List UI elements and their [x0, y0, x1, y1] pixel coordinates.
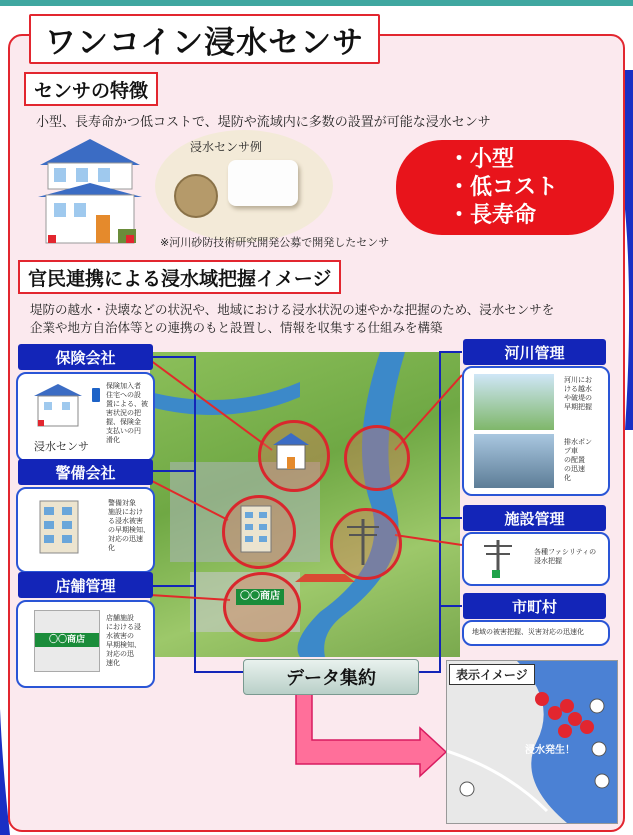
panel-river-text1: 河川にお ける越水 や破堤の 早期把握 [564, 376, 592, 411]
feature-low-cost: ・低コスト [448, 174, 559, 200]
section2-description-line1: 堤防の越水・決壊などの状況や、地域における浸水状況の速やかな把握のため、浸水センサを [30, 302, 555, 317]
house-icon [261, 423, 321, 483]
panel-river-text2: 排水ポン プ車 の配置 の迅速 化 [564, 438, 592, 482]
panel-shop-text: 店舗施設 における浸 水被害の 早期検知、 対応の迅 速化 [106, 614, 141, 667]
shop-sign: 〇〇商店 [35, 633, 99, 647]
panel-river-card [462, 366, 610, 496]
data-aggregation-label: データ集約 [286, 668, 376, 689]
section2-heading: 官民連携による浸水域把握イメージ [28, 267, 332, 290]
panel-facility-text: 各種ファシリティの 浸水把握 [534, 548, 597, 565]
map-circle-river [344, 425, 410, 491]
utility-pole-icon [333, 511, 393, 571]
map-circle-office [222, 495, 296, 569]
river-flood-image [474, 374, 554, 430]
shop-storefront-icon [34, 610, 100, 672]
map-circle-facility [330, 508, 402, 580]
data-aggregation-box [243, 659, 419, 695]
panel-insurance-text: 保険加入者 住宅への設 置による、被 害状況の把 握、保険金 支払いの円 滑化 [106, 382, 148, 444]
panel-municipality-card [462, 620, 610, 646]
utility-pole-icon [478, 538, 518, 580]
panel-insurance-title: 保険会社 [18, 344, 153, 370]
panel-river-title: 河川管理 [463, 339, 606, 365]
panel-shop-card [16, 600, 155, 688]
sensor-label: 浸水センサ [34, 440, 89, 453]
map-circle-house [258, 420, 330, 492]
map-circle-shop [223, 572, 301, 642]
page-title: ワンコイン浸水センサ [45, 24, 365, 61]
smartphone-icon [92, 388, 100, 402]
panel-insurance-card [16, 372, 155, 462]
pump-truck-image [474, 434, 554, 488]
panel-shop-title: 店舗管理 [18, 572, 153, 598]
map-shop-sign: 〇〇商店 [236, 589, 284, 605]
section2-description-line2: 企業や地方自治体等との連携のもと設置し、情報を収集する仕組みを構築 [30, 320, 443, 335]
display-label: 表示イメージ [449, 664, 535, 685]
building-icon [225, 498, 287, 560]
feature-long-life: ・長寿命 [448, 202, 537, 228]
sensor-note: ※河川砂防技術研究開発公募で開発したセンサ [160, 236, 390, 249]
panel-facility-card [462, 532, 610, 586]
panel-security-card [16, 487, 155, 573]
panel-facility-title: 施設管理 [463, 505, 606, 531]
panel-municipality-title: 市町村 [463, 593, 606, 619]
section1-description: 小型、長寿命かつ低コストで、堤防や流域内に多数の設置が可能な浸水センサ [36, 115, 491, 130]
panel-municipality-text: 地域の被害把握、災害対応の迅速化 [472, 628, 584, 636]
feature-small: ・小型 [448, 146, 515, 172]
flood-alert-text: 浸水発生！ [525, 745, 575, 756]
panel-security-title: 警備会社 [18, 459, 153, 485]
panel-security-text: 警備対象 施設におけ る浸水被害 の早期検知、 対応の迅速 化 [108, 499, 150, 552]
insurance-house-icon [28, 380, 88, 430]
sensor-example-label: 浸水センサ例 [190, 140, 263, 154]
section1-heading: センサの特徴 [34, 79, 149, 102]
apartment-building-icon [34, 497, 84, 557]
